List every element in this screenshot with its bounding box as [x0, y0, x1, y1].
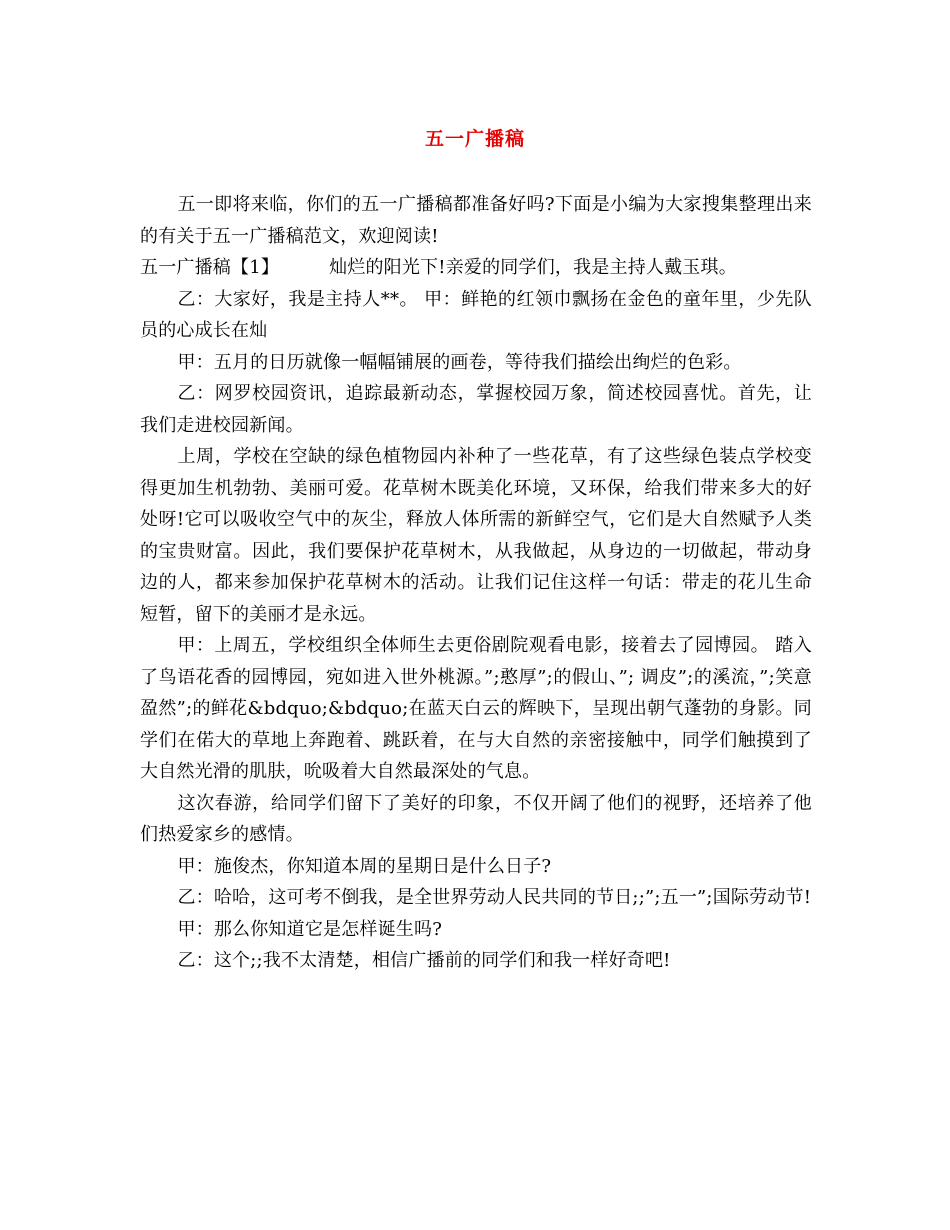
paragraph: 上周，学校在空缺的绿色植物园内补种了一些花草，有了这些绿色装点学校变得更加生机勃勃、美丽可爱。花草树木既美化环境，又环保，给我们带来多大的好处呀!它可以吸收空气中的灰尘，释放人体所需的新鲜空气，它们是大自然赋予人类的宝贵财富。因此，我们要保护花草树木，从我做起，从身边的一切做起，带动身边的人，都来参加保护花草树木的活动。让我们记住这样一句话：带走的花儿生命短暂，留下的美丽才是永远。	[140, 446, 812, 625]
section-heading-line	[140, 252, 812, 284]
intro-paragraph: 五一即将来临，你们的五一广播稿都准备好吗?下面是小编为大家搜集整理出来的有关于五一广播稿范文，欢迎阅读!	[140, 194, 812, 247]
paragraph: 这次春游，给同学们留下了美好的印象，不仅开阔了他们的视野，还培养了他们热爱家乡的感情。	[140, 792, 812, 845]
section-label: 五一广播稿【1】	[140, 257, 280, 278]
paragraph: 乙：这个;;我不太清楚，相信广播前的同学们和我一样好奇吧!	[177, 950, 671, 971]
paragraph: 乙：哈哈，这可考不倒我，是全世界劳动人民共同的节日;;”;五一”;国际劳动节!	[177, 887, 812, 908]
paragraph: 乙：网罗校园资讯，追踪最新动态，掌握校园万象，简述校园喜忧。首先，让我们走进校园新闻。	[140, 383, 812, 436]
document-body	[140, 189, 812, 977]
document-title: 五一广播稿	[424, 128, 525, 150]
paragraph: 乙：大家好，我是主持人**。 甲：鲜艳的红领巾飘扬在金色的童年里，少先队员的心成长在灿	[140, 288, 812, 341]
section-first-line: 灿烂的阳光下!亲爱的同学们，我是主持人戴玉琪。	[329, 257, 737, 278]
paragraph: 甲：上周五，学校组织全体师生去更俗剧院观看电影，接着去了园博园。 踏入了鸟语花香的园博园，宛如进入世外桃源。”;憨厚”;的假山、”; 调皮”;的溪流，”;笑意盈然”;的鲜花&bdquo;&bdquo;在蓝天白云的辉映下，呈现出朝气蓬勃的身影。同学们在偌大的草地上奔跑着、跳跃着，在与大自然的亲密接触中，同学们触摸到了大自然光滑的肌肤，吮吸着大自然最深处的气息。	[140, 635, 812, 782]
paragraph: 甲：施俊杰，你知道本周的星期日是什么日子?	[177, 855, 552, 877]
paragraph: 甲：五月的日历就像一幅幅铺展的画卷，等待我们描绘出绚烂的色彩。	[177, 351, 742, 373]
paragraph: 甲：那么你知道它是怎样诞生吗?	[177, 918, 443, 940]
